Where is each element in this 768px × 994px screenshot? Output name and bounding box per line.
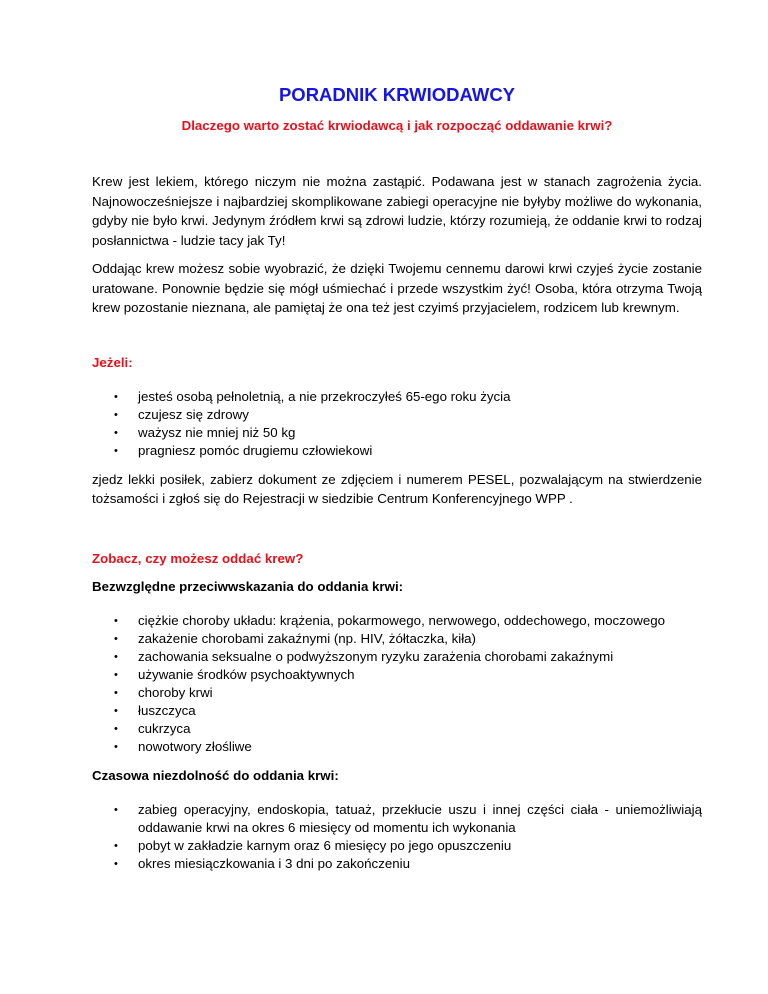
list-item — [92, 720, 702, 738]
list-item-text: czujesz się zdrowy — [138, 406, 249, 422]
list-item-text: okres miesiączkowania i 3 dni po zakończeniu — [138, 855, 410, 871]
list-item-text: zachowania seksualne o podwyższonym ryzyku zarażenia chorobami zakaźnymi — [138, 648, 614, 664]
list-item — [92, 612, 702, 630]
list-item — [92, 837, 702, 855]
temporary-ineligibility-list — [92, 801, 702, 873]
subheading-absolute-contraindications: Bezwzględne przeciwwskazania do oddania krwi: — [92, 578, 404, 594]
list-item — [92, 648, 702, 666]
bullet-icon: • — [114, 668, 118, 681]
bullet-icon: • — [114, 740, 118, 753]
list-item — [92, 442, 702, 460]
list-item-text: ważysz nie mniej niż 50 kg — [138, 424, 296, 440]
subheading-temporary-ineligibility: Czasowa niezdolność do oddania krwi: — [92, 767, 339, 783]
bullet-icon: • — [114, 426, 118, 439]
list-item — [92, 388, 702, 406]
section-heading-check: Zobacz, czy możesz oddać krew? — [92, 550, 304, 566]
list-item-text: cukrzyca — [138, 720, 191, 736]
requirements-list — [92, 388, 702, 460]
list-item — [92, 702, 702, 720]
list-item — [92, 406, 702, 424]
list-item — [92, 855, 702, 873]
list-item — [92, 424, 702, 442]
intro-paragraph: Krew jest lekiem, którego niczym nie można zastąpić. Podawana jest w stanach zagrożenia życia. Najnowocześniejsze i najbardziej skomplikowane zabiegi operacyjne nie byłyby możliwe do wykonania, gdyby nie było krwi. Jedynym źródłem krwi są zdrowi ludzie, którzy rozumieją, że oddanie krwi to rodzaj posłannictwa - ludzie tacy jak Ty! — [92, 174, 702, 248]
list-item — [92, 801, 702, 837]
absolute-contraindications-list — [92, 612, 702, 756]
list-item — [92, 684, 702, 702]
bullet-icon: • — [114, 408, 118, 421]
bullet-icon: • — [114, 686, 118, 699]
page-subtitle: Dlaczego warto zostać krwiodawcą i jak rozpocząć oddawanie krwi? — [181, 118, 613, 133]
list-item-text: ciężkie choroby układu: krążenia, pokarmowego, nerwowego, oddechowego, moczowego — [138, 612, 666, 628]
list-item — [92, 738, 702, 756]
list-item-text: używanie środków psychoaktywnych — [138, 666, 355, 682]
list-item-text: zakażenie chorobami zakaźnymi (np. HIV, żółtaczka, kiła) — [138, 630, 476, 646]
list-item — [92, 666, 702, 684]
list-item-text: zabieg operacyjny, endoskopia, tatuaż, przekłucie uszu i innej części ciała - uniemożliwiają oddawanie krwi na okres 6 miesięcy od momentu ich wykonania — [138, 801, 702, 835]
bullet-icon: • — [114, 650, 118, 663]
intro-paragraph: Oddając krew możesz sobie wyobrazić, że dzięki Twojemu cennemu darowi krwi czyjeś życie zostanie uratowane. Ponownie będzie się mógł uśmiechać i przede wszystkim żyć! Osoba, która otrzyma Twoją krew pozostanie nieznana, ale pamiętaj że ona też jest czyimś przyjacielem, rodzicem lub krewnym. — [92, 261, 702, 315]
list-item-text: łuszczyca — [138, 702, 196, 718]
bullet-icon: • — [114, 704, 118, 717]
list-item-text: pobyt w zakładzie karnym oraz 6 miesięcy po jego opuszczeniu — [138, 837, 512, 853]
list-item-text: jesteś osobą pełnoletnią, a nie przekroczyłeś 65-ego roku życia — [138, 388, 511, 404]
bullet-icon: • — [114, 857, 118, 870]
page-title: PORADNIK KRWIODAWCY — [278, 84, 516, 105]
bullet-icon: • — [114, 722, 118, 735]
list-item-text: nowotwory złośliwe — [138, 738, 252, 754]
bullet-icon: • — [114, 839, 118, 852]
list-item-text: choroby krwi — [138, 684, 213, 700]
bullet-icon: • — [114, 390, 118, 403]
bullet-icon: • — [114, 444, 118, 457]
instructions-paragraph: zjedz lekki posiłek, zabierz dokument ze zdjęciem i numerem PESEL, pozwalającym na stwierdzenie tożsamości i zgłoś się do Rejestracji w siedzibie Centrum Konferencyjnego WPP . — [92, 471, 702, 506]
section-heading-if: Jeżeli: — [92, 354, 133, 370]
bullet-icon: • — [114, 632, 118, 645]
bullet-icon: • — [114, 803, 118, 816]
list-item-text: pragniesz pomóc drugiemu człowiekowi — [138, 442, 373, 458]
bullet-icon: • — [114, 614, 118, 627]
list-item — [92, 630, 702, 648]
